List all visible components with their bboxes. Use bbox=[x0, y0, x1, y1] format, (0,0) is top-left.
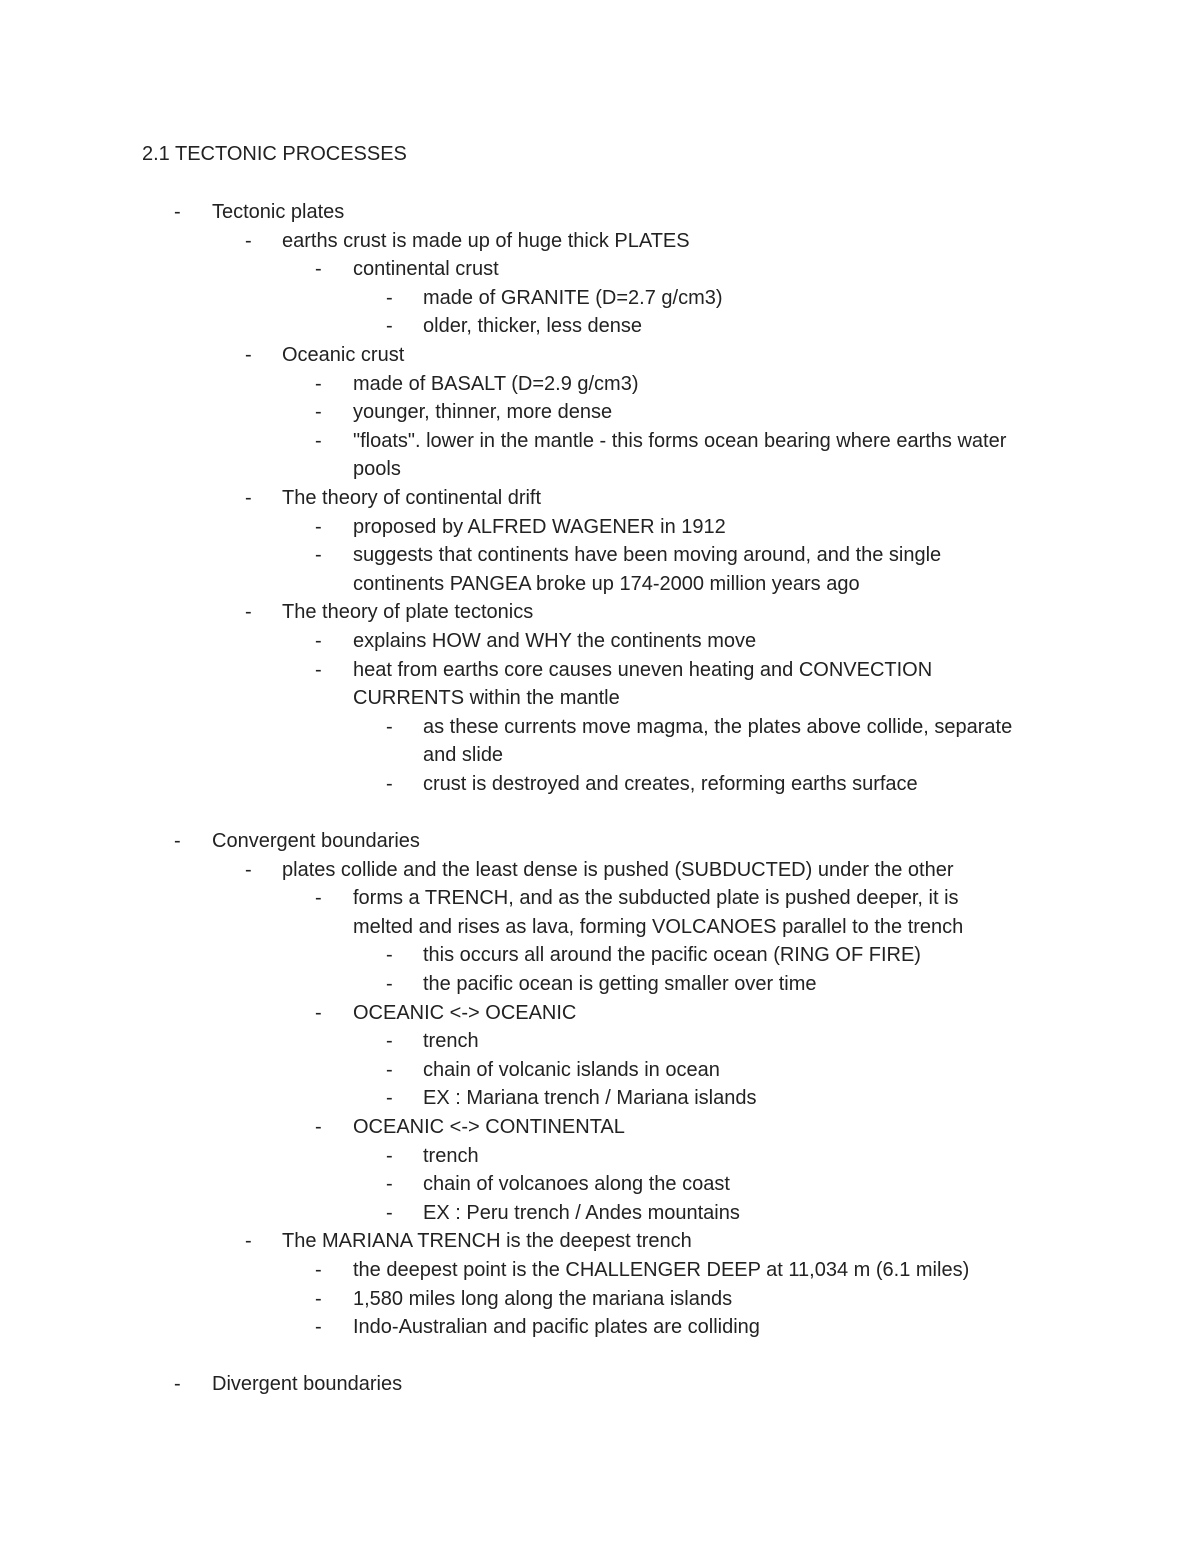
list-item-level-2 bbox=[0, 255, 1200, 284]
bullet-dash: - bbox=[386, 973, 393, 996]
list-item-text: CURRENTS within the mantle bbox=[353, 687, 620, 710]
list-item-text: heat from earths core causes uneven heating and CONVECTION bbox=[353, 658, 933, 681]
list-item-level-3 bbox=[0, 1142, 1200, 1171]
list-item-level-1 bbox=[0, 598, 1200, 627]
bullet-dash: - bbox=[315, 1258, 322, 1281]
bullet-dash: - bbox=[315, 515, 322, 538]
list-item-text: younger, thinner, more dense bbox=[353, 401, 613, 424]
list-item-level-3 bbox=[0, 941, 1200, 970]
list-item-text: made of BASALT (D=2.9 g/cm3) bbox=[353, 372, 639, 395]
bullet-dash: - bbox=[386, 1144, 393, 1167]
list-item-level-3 bbox=[0, 713, 1200, 742]
bullet-dash: - bbox=[386, 715, 393, 738]
bullet-dash: - bbox=[245, 858, 252, 881]
list-item-level-3 bbox=[0, 1056, 1200, 1085]
bullet-dash: - bbox=[315, 544, 322, 567]
list-item-level-1 bbox=[0, 341, 1200, 370]
list-item-text: and slide bbox=[423, 744, 504, 767]
list-item-text: Divergent boundaries bbox=[212, 1373, 403, 1396]
list-item-text: 1,580 miles long along the mariana islands bbox=[353, 1287, 733, 1310]
bullet-dash: - bbox=[245, 601, 252, 624]
list-item-text: The MARIANA TRENCH is the deepest trench bbox=[282, 1230, 692, 1253]
bullet-outline bbox=[0, 198, 1200, 1399]
list-item-text: proposed by ALFRED WAGENER in 1912 bbox=[353, 515, 726, 538]
list-item-text: suggests that continents have been moving around, and the single bbox=[353, 544, 942, 567]
list-item-text: OCEANIC <-> CONTINENTAL bbox=[353, 1116, 625, 1138]
bullet-dash: - bbox=[386, 286, 393, 309]
list-item-text: trench bbox=[423, 1030, 479, 1053]
bullet-dash: - bbox=[245, 486, 252, 509]
bullet-dash: - bbox=[386, 772, 393, 795]
list-item-level-3 bbox=[0, 970, 1200, 999]
list-item-level-2 bbox=[0, 1113, 1200, 1142]
list-item-continuation bbox=[0, 684, 1200, 713]
list-item-continuation bbox=[0, 913, 1200, 942]
list-item-text: this occurs all around the pacific ocean (RING OF FIRE) bbox=[423, 944, 921, 967]
list-item-text: chain of volcanoes along the coast bbox=[423, 1173, 730, 1196]
list-item-text: continental crust bbox=[353, 258, 499, 281]
list-item-level-3 bbox=[0, 284, 1200, 313]
list-item-level-2 bbox=[0, 1256, 1200, 1285]
list-item-text: Indo-Australian and pacific plates are colliding bbox=[353, 1316, 760, 1339]
list-item-text: explains HOW and WHY the continents move bbox=[353, 629, 757, 652]
list-item-text: The theory of plate tectonics bbox=[282, 601, 534, 624]
bullet-dash: - bbox=[174, 1373, 181, 1396]
list-item-level-2 bbox=[0, 656, 1200, 685]
bullet-dash: - bbox=[174, 830, 181, 853]
bullet-dash: - bbox=[315, 887, 322, 910]
bullet-dash: - bbox=[245, 343, 252, 366]
list-item-text: pools bbox=[353, 458, 401, 481]
list-item-level-0 bbox=[0, 827, 1200, 856]
bullet-dash: - bbox=[386, 1087, 393, 1110]
list-item-level-1 bbox=[0, 1227, 1200, 1256]
bullet-dash: - bbox=[386, 944, 393, 967]
list-item-level-0 bbox=[0, 198, 1200, 227]
bullet-dash: - bbox=[315, 658, 322, 681]
bullet-dash: - bbox=[315, 1316, 322, 1339]
list-item-text: OCEANIC <-> OCEANIC bbox=[353, 1001, 577, 1024]
bullet-dash: - bbox=[315, 258, 322, 281]
list-item-level-3 bbox=[0, 1199, 1200, 1228]
list-item-level-2 bbox=[0, 999, 1200, 1028]
document-title: 2.1 TECTONIC PROCESSES bbox=[142, 143, 407, 165]
list-item-text: crust is destroyed and creates, reforming earths surface bbox=[423, 772, 918, 795]
bullet-dash: - bbox=[315, 401, 322, 424]
bullet-dash: - bbox=[315, 1116, 322, 1138]
list-item-level-2 bbox=[0, 627, 1200, 656]
list-item-level-1 bbox=[0, 484, 1200, 513]
list-item-level-2 bbox=[0, 1285, 1200, 1314]
list-item-text: Tectonic plates bbox=[212, 201, 345, 223]
list-item-text: the pacific ocean is getting smaller over time bbox=[423, 973, 817, 996]
bullet-dash: - bbox=[386, 1201, 393, 1224]
list-item-level-2 bbox=[0, 884, 1200, 913]
blank-line bbox=[0, 1342, 1200, 1371]
list-item-text: The theory of continental drift bbox=[282, 486, 542, 509]
list-item-text: older, thicker, less dense bbox=[423, 315, 643, 338]
list-item-text: earths crust is made up of huge thick PLATES bbox=[282, 229, 690, 252]
bullet-dash: - bbox=[386, 315, 393, 338]
list-item-level-2 bbox=[0, 541, 1200, 570]
list-item-level-1 bbox=[0, 227, 1200, 256]
list-item-text: as these currents move magma, the plates above collide, separate bbox=[423, 715, 1013, 738]
list-item-level-2 bbox=[0, 513, 1200, 542]
bullet-dash: - bbox=[386, 1058, 393, 1081]
blank-line bbox=[0, 798, 1200, 827]
list-item-level-3 bbox=[0, 1027, 1200, 1056]
bullet-dash: - bbox=[245, 229, 252, 252]
list-item-continuation bbox=[0, 741, 1200, 770]
list-item-text: the deepest point is the CHALLENGER DEEP at 11,034 m (6.1 miles) bbox=[353, 1258, 970, 1281]
list-item-continuation bbox=[0, 570, 1200, 599]
bullet-dash: - bbox=[245, 1230, 252, 1253]
bullet-dash: - bbox=[315, 1287, 322, 1310]
bullet-dash: - bbox=[386, 1030, 393, 1053]
list-item-level-0 bbox=[0, 1370, 1200, 1399]
bullet-dash: - bbox=[315, 629, 322, 652]
list-item-text: EX : Peru trench / Andes mountains bbox=[423, 1201, 740, 1224]
bullet-dash: - bbox=[315, 1001, 322, 1024]
list-item-level-3 bbox=[0, 770, 1200, 799]
list-item-text: chain of volcanic islands in ocean bbox=[423, 1058, 720, 1081]
list-item-text: forms a TRENCH, and as the subducted plate is pushed deeper, it is bbox=[353, 887, 959, 910]
list-item-level-1 bbox=[0, 856, 1200, 885]
bullet-dash: - bbox=[386, 1173, 393, 1196]
list-item-text: continents PANGEA broke up 174-2000 million years ago bbox=[353, 572, 860, 595]
list-item-level-2 bbox=[0, 370, 1200, 399]
list-item-text: Convergent boundaries bbox=[212, 830, 420, 853]
list-item-text: trench bbox=[423, 1144, 479, 1167]
bullet-dash: - bbox=[315, 372, 322, 395]
list-item-text: melted and rises as lava, forming VOLCANOES parallel to the trench bbox=[353, 915, 964, 938]
list-item-text: Oceanic crust bbox=[282, 343, 405, 366]
list-item-continuation bbox=[0, 455, 1200, 484]
list-item-level-3 bbox=[0, 312, 1200, 341]
list-item-level-2 bbox=[0, 1313, 1200, 1342]
list-item-level-2 bbox=[0, 427, 1200, 456]
list-item-text: "floats". lower in the mantle - this forms ocean bearing where earths water bbox=[353, 429, 1007, 452]
list-item-text: EX : Mariana trench / Mariana islands bbox=[423, 1087, 757, 1110]
bullet-dash: - bbox=[174, 201, 181, 223]
list-item-level-2 bbox=[0, 398, 1200, 427]
list-item-level-3 bbox=[0, 1084, 1200, 1113]
list-item-text: plates collide and the least dense is pushed (SUBDUCTED) under the other bbox=[282, 858, 954, 881]
bullet-dash: - bbox=[315, 429, 322, 452]
list-item-level-3 bbox=[0, 1170, 1200, 1199]
list-item-text: made of GRANITE (D=2.7 g/cm3) bbox=[423, 286, 723, 309]
